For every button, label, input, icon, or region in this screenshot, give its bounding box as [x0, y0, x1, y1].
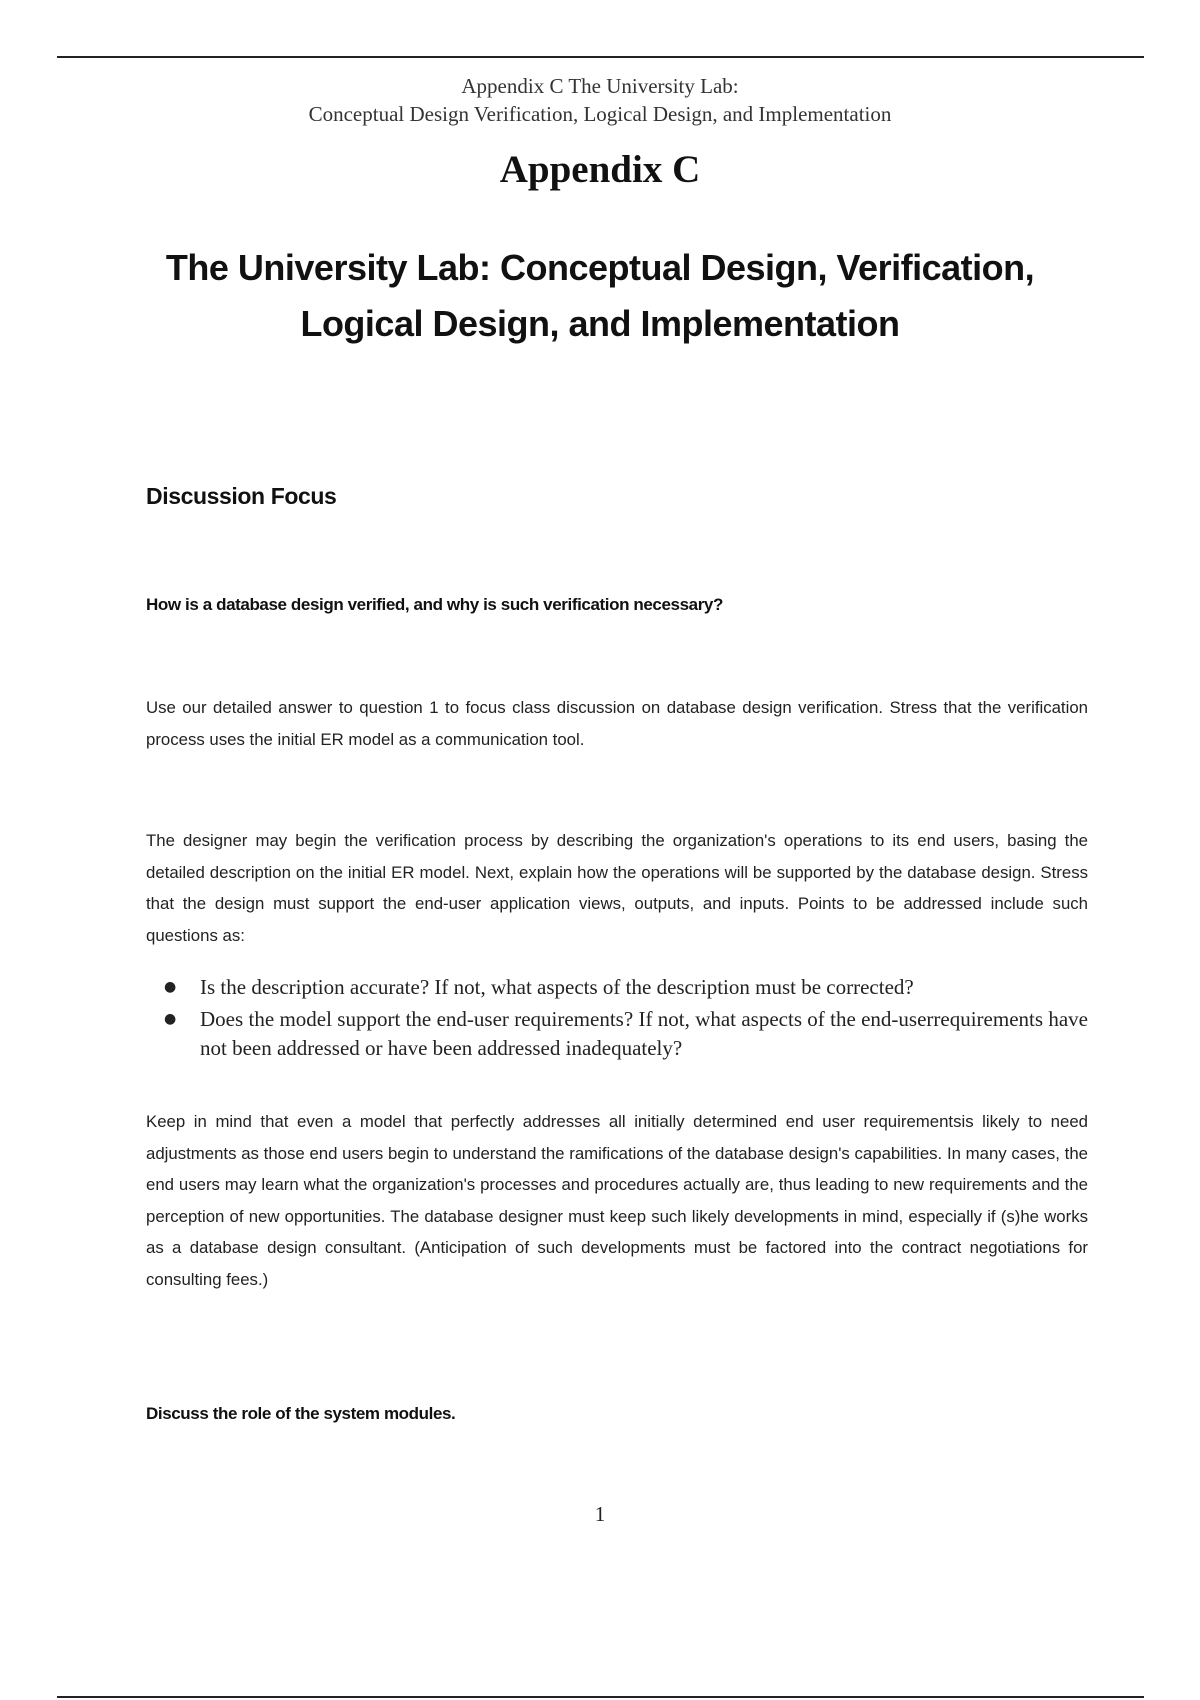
list-item	[146, 973, 1088, 1002]
bullet-dot-icon: ●	[164, 979, 177, 995]
section-heading: Discussion Focus	[146, 483, 337, 509]
main-title-line-2: Logical Design, and Implementation	[300, 303, 900, 344]
running-header-line-1: Appendix C The University Lab:	[461, 74, 739, 98]
main-title	[100, 240, 1100, 352]
paragraph-2: The designer may begin the verification process by describing the organization's operations to its end users, basing the detailed description on the initial ER model. Next, explain how the operations will be supported by the database design. Stress that the design must support the end-user application views, outputs, and inputs. Points to be addressed include such questions as:	[146, 831, 1088, 945]
paragraph-3: Keep in mind that even a model that perfectly addresses all initially determined end user requirementsis likely to need adjustments as those end users begin to understand the ramifications of the database design's capabilities. In many cases, the end users may learn what the organization's processes and procedures actually are, thus leading to new requirements and the perception of new opportunities. The database designer must keep such likely developments in mind, especially if (s)he works as a database design consultant. (Anticipation of such developments must be factored into the contract negotiations for consulting fees.)	[146, 1112, 1088, 1289]
list-item-text: Is the description accurate? If not, what aspects of the description must be corrected?	[200, 975, 914, 999]
bottom-rule	[57, 1696, 1144, 1698]
list-item-text: Does the model support the end-user requirements? If not, what aspects of the end-userrequirements have not been addressed or have been addressed inadequately?	[200, 1007, 1088, 1060]
running-header	[0, 72, 1200, 128]
bullet-list	[146, 973, 1088, 1066]
top-rule	[57, 56, 1144, 58]
page-number: 1	[594, 1502, 606, 1526]
bullet-dot-icon: ●	[164, 1011, 177, 1027]
paragraph-1: Use our detailed answer to question 1 to focus class discussion on database design verification. Stress that the verification process uses the initial ER model as a communication tool.	[146, 698, 1088, 749]
running-header-line-2: Conceptual Design Verification, Logical Design, and Implementation	[308, 102, 892, 126]
main-title-line-1: The University Lab: Conceptual Design, Verification,	[165, 247, 1035, 288]
appendix-title: Appendix C	[499, 148, 701, 191]
discussion-question-1: How is a database design verified, and why is such verification necessary?	[146, 595, 723, 614]
discussion-question-2: Discuss the role of the system modules.	[146, 1404, 456, 1423]
list-item	[146, 1005, 1088, 1063]
